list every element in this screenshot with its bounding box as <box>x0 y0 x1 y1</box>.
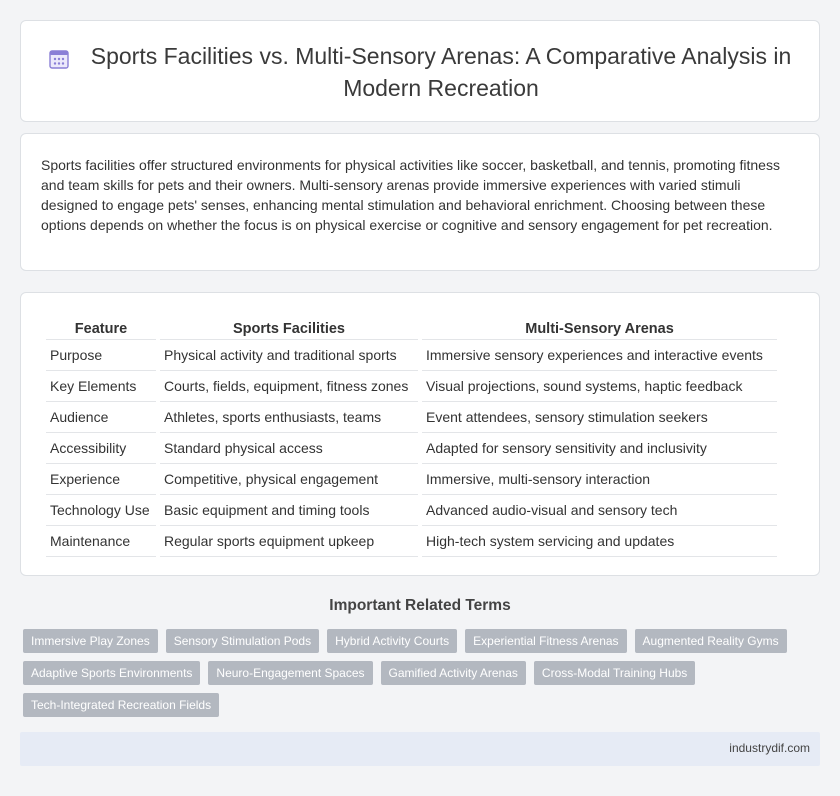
cell-sports: Athletes, sports enthusiasts, teams <box>160 402 418 433</box>
intro-card <box>20 133 820 271</box>
footer-site-link[interactable]: industrydif.com <box>729 741 810 755</box>
related-term-tag[interactable]: Cross-Modal Training Hubs <box>534 661 695 685</box>
cell-feature: Accessibility <box>46 433 156 464</box>
cell-multi: Visual projections, sound systems, haptic feedback <box>422 371 777 402</box>
related-terms-title: Important Related Terms <box>329 597 511 614</box>
cell-multi: Immersive sensory experiences and interactive events <box>422 340 777 371</box>
cell-multi: Event attendees, sensory stimulation seekers <box>422 402 777 433</box>
related-term-tag[interactable]: Tech-Integrated Recreation Fields <box>23 693 219 717</box>
cell-feature: Purpose <box>46 340 156 371</box>
cell-sports: Physical activity and traditional sports <box>160 340 418 371</box>
cell-feature: Maintenance <box>46 526 156 557</box>
intro-paragraph: Sports facilities offer structured environments for physical activities like soccer, basketball, and tennis, promoting fitness and team skills for pets and their owners. Multi-sensory arenas provide immersive experiences with varied stimuli designed to engage pets' senses, enhancing mental stimulation and behavioral enrichment. Choosing between these options depends on whether the focus is on physical exercise or cognitive and sensory engagement for pet recreation. <box>41 157 780 233</box>
related-term-tag[interactable]: Immersive Play Zones <box>23 629 158 653</box>
cell-feature: Key Elements <box>46 371 156 402</box>
header-feature: Feature <box>46 312 156 340</box>
table-row <box>46 371 777 402</box>
page-title: Sports Facilities vs. Multi-Sensory Arenas: A Comparative Analysis in Modern Recreation <box>90 43 792 101</box>
related-term-tag[interactable]: Hybrid Activity Courts <box>327 629 457 653</box>
related-term-tag[interactable]: Gamified Activity Arenas <box>381 661 526 685</box>
header-multi-sensory-arenas: Multi-Sensory Arenas <box>422 312 777 340</box>
table-row <box>46 402 777 433</box>
title-wrap <box>21 21 821 123</box>
table-row <box>46 464 777 495</box>
header-sports-facilities: Sports Facilities <box>160 312 418 340</box>
cell-multi: Adapted for sensory sensitivity and inclusivity <box>422 433 777 464</box>
comparison-table <box>42 312 781 557</box>
related-term-tag[interactable]: Neuro-Engagement Spaces <box>208 661 372 685</box>
cell-feature: Audience <box>46 402 156 433</box>
cell-sports: Regular sports equipment upkeep <box>160 526 418 557</box>
table-row <box>46 340 777 371</box>
cell-sports: Courts, fields, equipment, fitness zones <box>160 371 418 402</box>
cell-multi: Immersive, multi-sensory interaction <box>422 464 777 495</box>
table-row <box>46 526 777 557</box>
related-terms-list <box>23 629 813 717</box>
cell-multi: Advanced audio-visual and sensory tech <box>422 495 777 526</box>
cell-feature: Technology Use <box>46 495 156 526</box>
cell-sports: Competitive, physical engagement <box>160 464 418 495</box>
related-term-tag[interactable]: Sensory Stimulation Pods <box>166 629 319 653</box>
related-term-tag[interactable]: Augmented Reality Gyms <box>635 629 787 653</box>
cell-multi: High-tech system servicing and updates <box>422 526 777 557</box>
table-row <box>46 495 777 526</box>
footer <box>20 732 820 766</box>
related-term-tag[interactable]: Adaptive Sports Environments <box>23 661 200 685</box>
cell-feature: Experience <box>46 464 156 495</box>
table-row <box>46 433 777 464</box>
table-header-row <box>46 312 777 340</box>
cell-sports: Basic equipment and timing tools <box>160 495 418 526</box>
cell-sports: Standard physical access <box>160 433 418 464</box>
related-term-tag[interactable]: Experiential Fitness Arenas <box>465 629 626 653</box>
title-card <box>20 20 820 122</box>
comparison-table-card <box>20 292 820 576</box>
